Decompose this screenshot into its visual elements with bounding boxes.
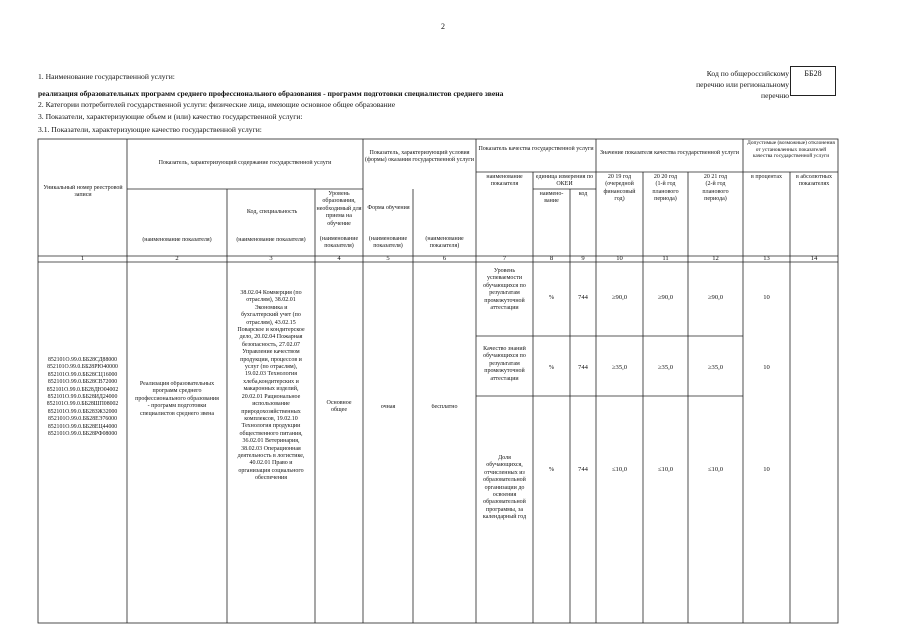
education-level: Основное общее — [326, 400, 352, 414]
registry-code-box: ББ28 — [790, 66, 836, 96]
indicator-v2020: ≤10,0 — [657, 466, 674, 473]
quality-heading: 3.1. Показатели, характеризующие качество государственной услуги: — [38, 125, 262, 134]
indicator-v2021: ≥35,0 — [707, 364, 724, 371]
column-number-13: 13 — [763, 256, 770, 262]
header-col7-name: наименование показателя — [486, 174, 523, 188]
indicator-name: Доля обучающихся, отчисленных из образовательной организации до освоения образовательной программы, за календарный год — [482, 455, 527, 521]
column-number-4: 4 — [337, 256, 341, 262]
indicator-v2019: ≥90,0 — [611, 294, 628, 301]
header-unique-number: Уникальный номер реестровой записи — [43, 185, 123, 199]
indicator-code: 744 — [578, 364, 588, 371]
column-number-1: 1 — [80, 256, 85, 262]
specialty-list: 38.02.04 Коммерция (по отраслям), 38.02.01 Экономика и бухгалтерский учет (по отраслям), 43.02.15 Поварское и кондитерское дело, 20.02.04 Пожарная безопасность, 27.02.07 Управление качеством продукции, процессов и услуг (по отраслям), 19.02.03 Технология хлеба,кондитерских и макаронных изделий, 20.02.01 Рациональное использование природохозяйственных комплексов, 19.02.10 Технология продукции общественного питания, 36.02.01 Ветеринария, 38.02.03 Операционная деятельность в логистике, 40.02.01 Право и организация социального обеспечения — [237, 290, 305, 482]
column-number-7: 7 — [502, 256, 507, 262]
study-form: очная — [380, 404, 396, 410]
header-conditions-indicator: Показатель, характеризующий условия (формы) оказания государственной услуги — [365, 150, 474, 164]
column-number-11: 11 — [662, 256, 669, 262]
header-year-2020: 20 20 год (1-й год планового периода) — [652, 174, 679, 203]
indicator-v2020: ≥90,0 — [657, 294, 674, 301]
service-name-value: реализация образовательных программ среднего профессионального образования - программ подготовки специалистов среднего звена — [38, 89, 504, 98]
header-in-absolute: в абсолютных показателях — [796, 174, 832, 188]
page-number: 2 — [441, 22, 445, 31]
indicator-code: 744 — [578, 294, 588, 301]
column-number-14: 14 — [810, 256, 818, 262]
indicator-percent: 10 — [763, 294, 770, 301]
indicator-unit: % — [548, 466, 555, 473]
header-unit: единица измерения по ОКЕИ — [535, 174, 594, 188]
header-unit-code: код — [578, 191, 588, 197]
column-number-8: 8 — [549, 256, 554, 262]
header-quality-indicator: Показатель качества государственной услуги — [478, 146, 594, 152]
indicator-unit: % — [548, 364, 555, 371]
column-number-2: 2 — [175, 256, 179, 262]
header-col2-name: (наименование показателя) — [142, 237, 212, 243]
column-number-9: 9 — [581, 256, 585, 262]
indicator-name: Качество знаний обучающихся по результатам промежуточной аттестации — [483, 346, 526, 382]
header-deviations: Допустимые (возможные) отклонения от установленных показателей качества государственной услуги — [747, 140, 835, 160]
program-name: Реализация образовательных программ среднего профессионального образования - программ подготовки специалистов среднего звена — [135, 381, 219, 417]
header-col4-sub: (наименование показателя) — [319, 236, 359, 250]
column-number-10: 10 — [616, 256, 623, 262]
indicator-percent: 10 — [763, 466, 770, 473]
column-number-3: 3 — [269, 256, 273, 262]
registry-codes: 852101О.99.0.ББ28СД88000 852101О.99.0.ББ28РЮ40000 852101О.99.0.ББ28СЦ16000 852101О.99.0.ББ28СВ72000 852101О.99.0.ББ28ДЮ04002 852101О.99.0.ББ28ИД24000 852101О.99.0.ББ28ШП08002 852101О.99.0.ББ28ЗЖ32000 852101О.99.0.ББ28ЕЭ76000 852101О.99.0.ББ28ЕЦ44000 852101О.99.0.ББ28РФ08000 — [46, 357, 119, 438]
header-quality-values: Значение показателя качества государственной услуги — [600, 150, 739, 156]
indicator-v2019: ≤10,0 — [611, 466, 628, 473]
registry-code-label: Код по общероссийскому перечню или региональному перечню — [696, 69, 789, 100]
payment-basis: бесплатно — [431, 404, 458, 410]
indicator-name: Уровень успеваемости обучающихся по результатам промежуточной аттестации — [483, 268, 526, 312]
header-col5-name: Форма обучения — [367, 205, 410, 211]
indicator-v2020: ≥35,0 — [657, 364, 674, 371]
header-col6-sub: (наименование показателя) — [425, 236, 464, 250]
header-content-indicator: Показатель, характеризующий содержание государственной услуги — [158, 160, 332, 166]
consumer-category: 2. Категории потребителей государственной услуги: физические лица, имеющие основное общее образование — [38, 100, 396, 109]
indicator-percent: 10 — [763, 364, 770, 371]
header-year-2019: 20 19 год (очередной финансовый год) — [603, 174, 636, 203]
header-col3-name: Код, специальность — [246, 209, 298, 215]
service-name-label: 1. Наименование государственной услуги: — [38, 72, 175, 81]
header-col4-name: Уровень образования, необходимый для приема на обучение — [316, 191, 362, 227]
indicator-v2021: ≤10,0 — [707, 466, 724, 473]
indicator-v2021: ≥90,0 — [707, 294, 724, 301]
column-number-6: 6 — [442, 256, 447, 262]
indicator-code: 744 — [578, 466, 588, 473]
column-number-12: 12 — [712, 256, 719, 262]
indicators-heading: 3. Показатели, характеризующие объем и (или) качество государственной услуги: — [38, 112, 303, 121]
header-col3-sub: (наименование показателя) — [236, 237, 306, 243]
header-col5-sub: (наименование показателя) — [368, 236, 408, 250]
indicator-unit: % — [548, 294, 555, 301]
header-in-percent: в процентах — [751, 174, 782, 180]
indicator-v2019: ≥35,0 — [611, 364, 628, 371]
header-unit-name: наимено-вание — [539, 191, 564, 205]
column-number-5: 5 — [386, 256, 390, 262]
header-year-2021: 20 21 год (2-й год планового периода) — [702, 174, 729, 203]
